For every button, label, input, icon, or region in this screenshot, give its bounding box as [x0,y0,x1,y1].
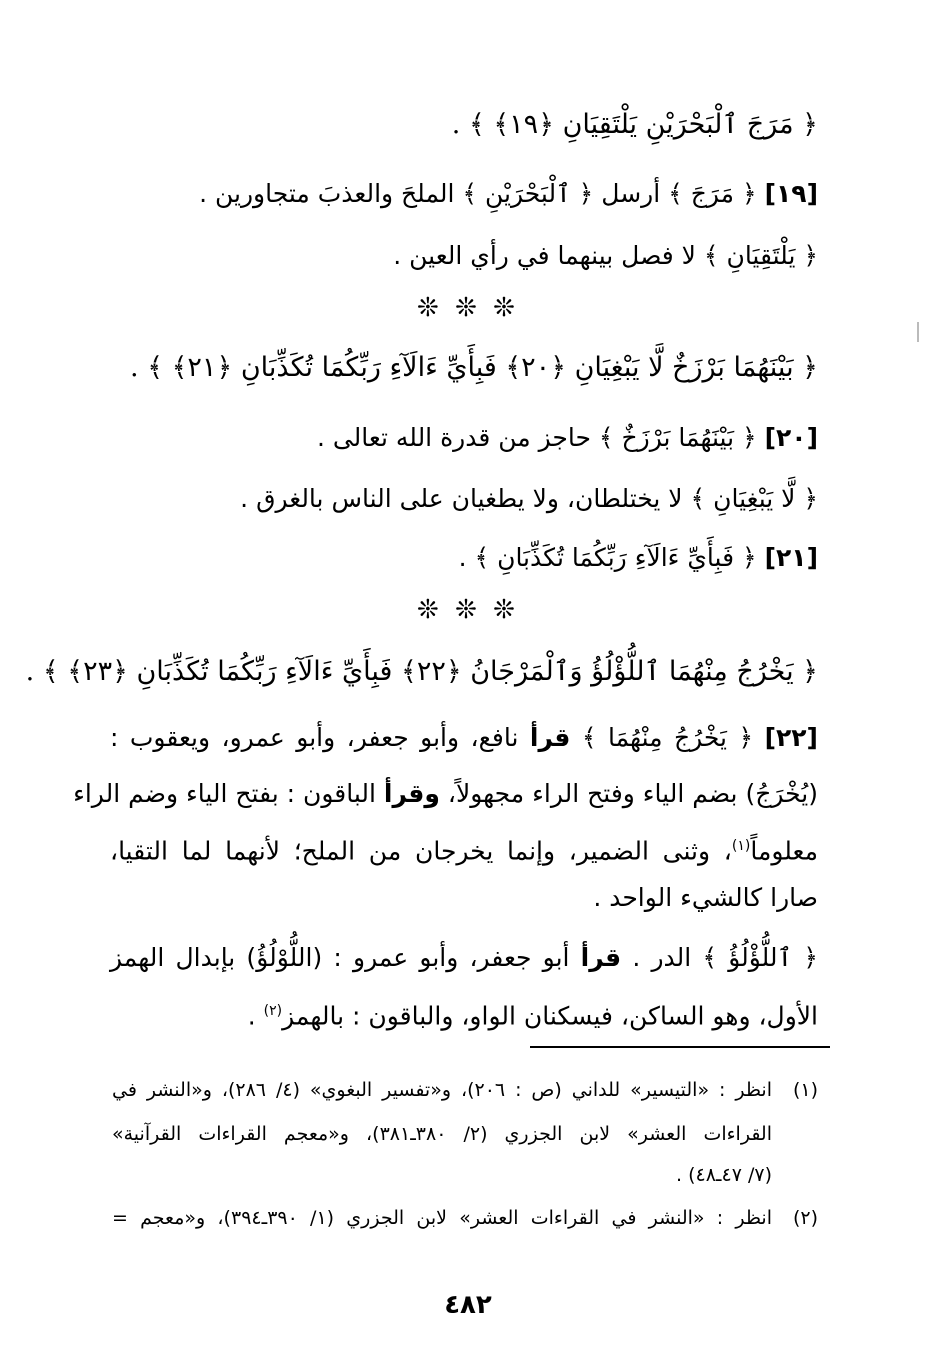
commentary-22-line1 [110,720,818,756]
commentary-19b [110,238,818,274]
verse-text: ﴿ مَرَجَ ٱلْبَحْرَيْنِ يَلْتَقِيَانِ ﴿١٩﴾ ﴾ . [451,109,818,140]
footnote-text: (٧/ ٤٧ـ٤٨) . [675,1164,772,1186]
verse-number: [١٩] [764,179,818,208]
commentary-text: نافع، وأبو جعفر، وأبو عمرو، ويعقوب : [110,723,519,752]
separator-stars: ❊ ❊ ❊ [417,595,519,625]
section-separator [110,592,826,628]
verse-text: ﴿ بَيْنَهُمَا بَرْزَخٌ لَّا يَبْغِيَانِ ﴿٢٠﴾ فَبِأَيِّ ءَالَآءِ رَبِّكُمَا تُكَذِّبَانِ ﴿٢١﴾ ﴾ . [130,352,818,383]
commentary-text: (يُخْرَجُ) بضم الياء وفتح الراء مجهولاً، [447,779,818,808]
separator-stars: ❊ ❊ ❊ [417,293,519,323]
commentary-text: الأول، وهو الساكن، فيسكنان الواو، والباقون : بالهمز [282,1001,818,1031]
commentary-text: ﴿ ٱللُّؤْلُؤُ ﴾ الدر . [632,943,818,972]
verse-number: [٢١] [764,543,818,572]
footnote-ref[interactable]: (١) [731,838,751,854]
footnote-number: (١) [792,1079,818,1101]
commentary-21 [110,540,818,576]
commentary-20b [110,481,818,517]
qara-label: قرأ [529,723,571,752]
commentary-text: ، وثنى الضمير، وإنما يخرجان من الملح؛ لأنهما لما التقيا، [110,836,732,866]
verse-number: [٢٠] [764,423,818,452]
commentary-text: ﴿ فَبِأَيِّ ءَالَآءِ رَبِّكُمَا تُكَذِّبَانِ ﴾ . [458,543,757,572]
commentary-text: أبو جعفر، وأبو عمرو : (اللُّوْلُؤُ) بإبدال الهمز [110,943,570,972]
scan-mark [917,322,919,342]
footnote-text: انظر : «النشر في القراءات العشر» لابن الجزري (١/ ٣٩٠ـ٣٩٤)، و«معجم = [112,1207,772,1229]
commentary-text: ﴿ لَّا يَبْغِيَانِ ﴾ لا يختلطان، ولا يطغيان على الناس بالغرق . [240,484,818,513]
footnote-separator [530,1046,830,1048]
commentary-22-line2 [73,776,818,812]
qara-label: قرأ [580,943,622,972]
footnote-text: انظر : «التيسير» للداني (ص : ٢٠٦)، و«تفسير البغوي» (٤/ ٢٨٦)، و«النشر في [112,1079,772,1101]
verse-number: [٢٢] [764,723,818,752]
commentary-text: ﴿ يَخْرُجُ مِنْهُمَا ﴾ [581,723,754,752]
commentary-text: معلوماً [750,836,818,866]
quran-verse-22-23 [25,654,818,690]
verse-text: ﴿ يَخْرُجُ مِنْهُمَا ٱللُّؤْلُؤُ وَٱلْمَرْجَانُ ﴿٢٢﴾ فَبِأَيِّ ءَالَآءِ رَبِّكُمَا تُكَذِّبَانِ ﴿٢٣﴾ ﴾ . [25,656,818,687]
commentary-text: ﴿ يَلْتَقِيَانِ ﴾ لا فصل بينهما في رأي العين . [393,241,818,270]
footnote-text: القراءات العشر» لابن الجزري (٢/ ٣٨٠ـ٣٨١)، و«معجم القراءات القرآنية» [112,1123,773,1145]
commentary-19 [110,176,818,212]
qara-label: وقرأ [383,779,440,808]
commentary-text: ﴿ بَيْنَهُمَا بَرْزَخٌ ﴾ حاجز من قدرة الله تعالى . [316,423,757,452]
section-separator [110,290,826,326]
footnote-number: (٢) [792,1207,818,1229]
page-number: ٤٨٢ [444,1290,492,1320]
commentary-lulu-line2 [110,993,818,1034]
commentary-22-line4 [110,880,818,916]
quran-verse-19 [110,107,818,143]
commentary-text: . [247,1001,264,1031]
commentary-22-line3 [110,828,818,869]
footnote-ref[interactable]: (٢) [263,1003,283,1019]
commentary-text: ﴿ مَرَجَ ﴾ أرسل ﴿ ٱلْبَحْرَيْنِ ﴾ الملحَ والعذبَ متجاورين . [199,179,757,208]
commentary-20 [110,420,818,456]
commentary-text: صارا كالشيء الواحد . [593,883,818,912]
quran-verse-20-21 [110,350,818,386]
commentary-lulu-line1 [110,940,818,976]
commentary-text: الباقون : بفتح الياء وضم الراء [73,779,376,808]
